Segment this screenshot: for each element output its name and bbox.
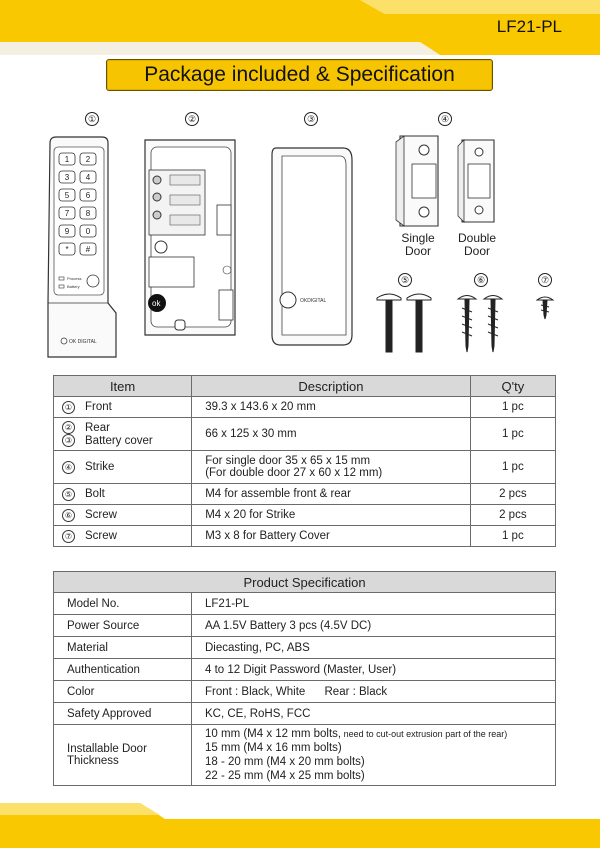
rear-unit-figure: [135, 135, 245, 345]
table-row: ⑤ Bolt M4 for assemble front & rear 2 pcs: [54, 484, 556, 505]
col-header-qty: Q'ty: [470, 376, 555, 397]
figure-number-5: ⑤: [398, 273, 412, 287]
page-title: Package included & Specification: [106, 59, 493, 91]
figure-number-6: ⑥: [474, 273, 488, 287]
table-row: Safety Approved KC, CE, RoHS, FCC: [54, 703, 556, 725]
front-brand: OK DIGITAL: [69, 339, 97, 345]
key-5: 5: [64, 191, 70, 200]
strike-single-figure: [392, 132, 446, 232]
svg-text:ok: ok: [152, 299, 161, 308]
table-row: ② Rear ③ Battery cover 66 x 125 x 30 mm 1 pc: [54, 418, 556, 451]
spec-table: [53, 571, 556, 786]
model-label: LF21-PL: [496, 17, 562, 36]
key-star: *: [65, 245, 69, 254]
table-row: Power Source AA 1.5V Battery 3 pcs (4.5V DC): [54, 615, 556, 637]
bolt-figure: [375, 292, 435, 354]
strike-double-caption: Double Door: [457, 231, 497, 258]
key-3: 3: [64, 173, 70, 182]
table-row: Authentication 4 to 12 Digit Password (Master, User): [54, 659, 556, 681]
key-1: 1: [64, 155, 70, 164]
col-header-item: Item: [54, 376, 192, 397]
table-row: ④ Strike For single door 35 x 65 x 15 mm (For double door 27 x 60 x 12 mm) 1 pc: [54, 451, 556, 484]
battery-cover-figure: [268, 140, 358, 350]
table-row: Model No. LF21-PL: [54, 593, 556, 615]
table-row: Material Diecasting, PC, ABS: [54, 637, 556, 659]
key-2: 2: [85, 155, 91, 164]
table-row: Installable Door Thickness 10 mm (M4 x 12 mm bolts, need to cut-out extrusion part of the rear) 15 mm (M4 x 16 mm bolts) 18 - 20 mm (M4 x 20 mm bolts) 22 - 25 mm (M4 x 25 mm bolts): [54, 725, 556, 786]
cover-brand: OKDIGITAL: [300, 298, 327, 304]
figure-number-1: ①: [85, 112, 99, 126]
footer-band: [0, 803, 600, 848]
screw-m4-figure: [456, 294, 506, 354]
col-header-description: Description: [192, 376, 471, 397]
figure-number-4: ④: [438, 112, 452, 126]
key-hash: #: [85, 245, 91, 254]
package-table: [53, 375, 556, 547]
key-8: 8: [85, 209, 91, 218]
indicator-process: Process: [67, 276, 82, 281]
figure-number-7: ⑦: [538, 273, 552, 287]
key-9: 9: [64, 227, 70, 236]
figure-number-2: ②: [185, 112, 199, 126]
figure-number-3: ③: [304, 112, 318, 126]
table-row: Color Front : Black, White Rear : Black: [54, 681, 556, 703]
key-0: 0: [85, 227, 91, 236]
table-row: ① Front 39.3 x 143.6 x 20 mm 1 pc: [54, 397, 556, 418]
strike-double-figure: [454, 136, 500, 228]
key-4: 4: [85, 173, 91, 182]
table-row: ⑦ Screw M3 x 8 for Battery Cover 1 pc: [54, 526, 556, 547]
spec-header: Product Specification: [54, 572, 556, 593]
screw-m3-figure: [536, 296, 554, 320]
key-7: 7: [64, 209, 70, 218]
key-6: 6: [85, 191, 91, 200]
front-keypad-figure: [40, 135, 120, 365]
table-row: ⑥ Screw M4 x 20 for Strike 2 pcs: [54, 505, 556, 526]
strike-single-caption: Single Door: [401, 231, 435, 258]
indicator-battery: Battery: [67, 284, 80, 289]
